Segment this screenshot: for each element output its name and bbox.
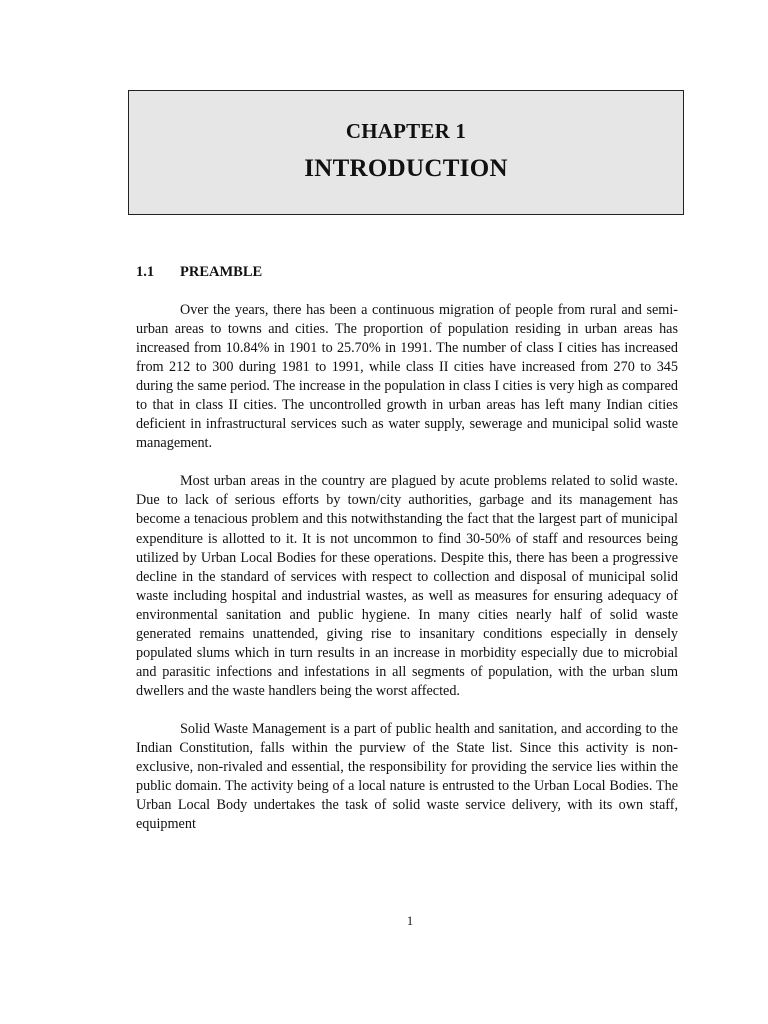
section-title: PREAMBLE xyxy=(180,264,263,280)
chapter-header-box xyxy=(128,90,684,215)
chapter-label: CHAPTER 1 xyxy=(345,119,467,143)
paragraph-constitutional-responsibility: Solid Waste Management is a part of public health and sanitation, and according to the Indian Constitution, falls within the purview of the State list. Since this activity is non-exclusive, non-rivaled and essential, the responsibility for providing the service lies within the public domain. The activity being of a local nature is entrusted to the Urban Local Bodies. The Urban Local Body undertakes the task of solid waste service delivery, with its own staff, equipment xyxy=(136,720,678,833)
chapter-title: INTRODUCTION xyxy=(304,155,508,182)
section-heading xyxy=(136,264,262,281)
paragraph-solid-waste-problems: Most urban areas in the country are plagued by acute problems related to solid waste. Due to lack of serious efforts by town/city authorities, garbage and its management has become a tenacious problem and this notwithstanding the fact that the largest part of municipal expenditure is allotted to it. It is not uncommon to find 30-50% of staff and resources being utilized by Urban Local Bodies for these operations. Despite this, there has been a progressive decline in the standard of services with respect to collection and disposal of municipal solid waste including hospital and industrial wastes, as well as measures for ensuring adequacy of environmental sanitation and public hygiene. In many cities nearly half of solid waste generated remains unattended, giving rise to insanitary conditions especially in densely populated slums which in turn results in an increase in morbidity especially due to microbial and parasitic infections and infestations in all segments of population, with the urban slum dwellers and the waste handlers being the worst affected. xyxy=(136,473,678,699)
page-number: 1 xyxy=(406,914,414,928)
section-number: 1.1 xyxy=(136,264,155,280)
paragraph-migration: Over the years, there has been a continuous migration of people from rural and semi-urban areas to towns and cities. The proportion of population residing in urban areas has increased from 10.84% in 1901 to 25.70% in 1991. The number of class I cities has increased from 212 to 300 during 1981 to 1991, while class II cities have increased from 270 to 345 during the same period. The increase in the population in class I cities is very high as compared to that in class II cities. The uncontrolled growth in urban areas has left many Indian cities deficient in infrastructural services such as water supply, sewerage and municipal solid waste management. xyxy=(136,302,678,452)
body-text xyxy=(136,301,678,853)
